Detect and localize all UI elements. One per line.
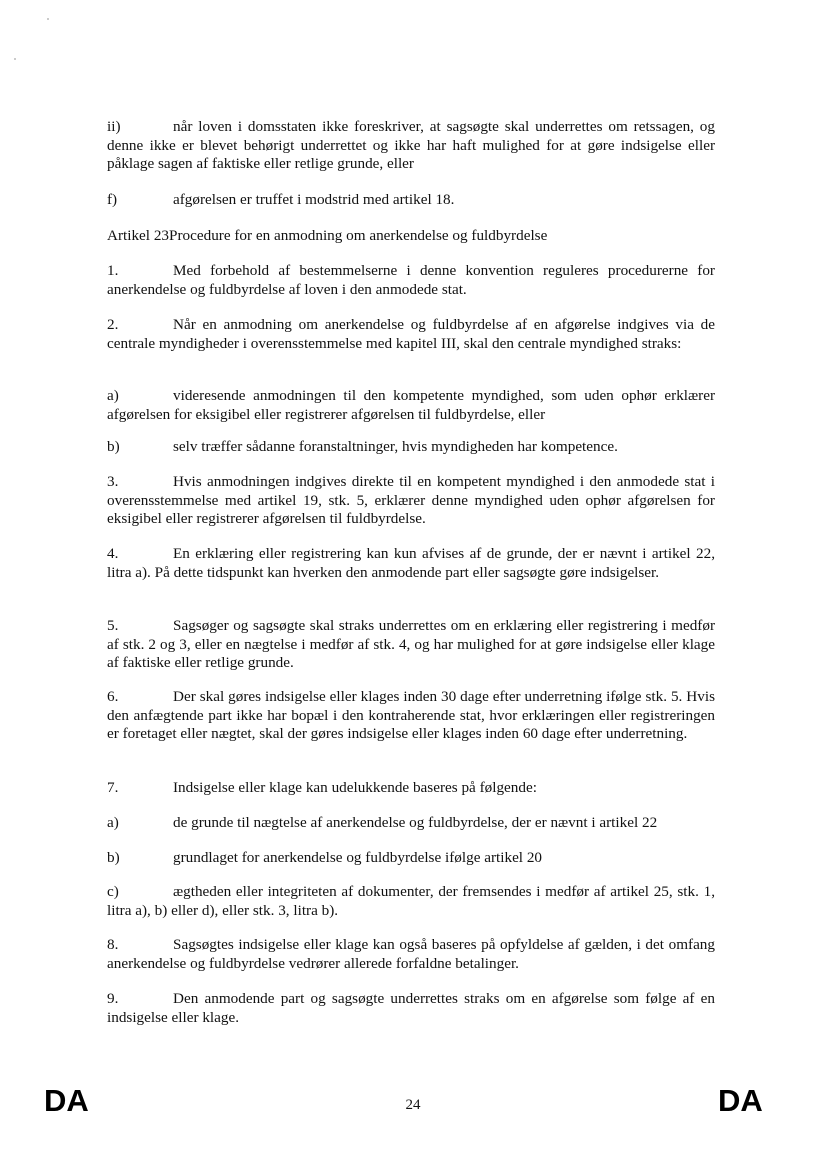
- paragraph-label: b): [107, 849, 120, 866]
- paragraph-text: grundlaget for anerkendelse og fuldbyrdelse ifølge artikel 20: [173, 849, 543, 866]
- paragraph-text: når loven i domsstaten ikke foreskriver, at sagsøgte skal underrettes om retssagen, og denne ikke er blevet behørigt underrettet og ikke har haft mulighed for at gøre indsigelse eller påklage sagen af faktiske eller retlige grunde, eller: [107, 118, 715, 172]
- scan-speck: [47, 18, 49, 20]
- paragraph-label: 6.: [107, 688, 119, 705]
- paragraph-text: Når en anmodning om anerkendelse og fuldbyrdelse af en afgørelse indgives via de centrale myndigheder i overensstemmelse med kapitel III, skal den centrale myndighed straks:: [107, 316, 715, 352]
- scan-speck: [14, 58, 16, 60]
- paragraph-7b: [107, 849, 715, 868]
- paragraph-label: 9.: [107, 990, 119, 1007]
- paragraph-7c: [107, 883, 715, 920]
- paragraph-label: 8.: [107, 936, 119, 953]
- paragraph-text: Hvis anmodningen indgives direkte til en kompetent myndighed i den anmodede stat i overensstemmelse med artikel 19, stk. 5, erklærer denne myndighed uden ophør afgørelsen for eksigibel eller registrerer afgørelsen til fuldbyrdelse.: [107, 473, 715, 527]
- paragraph-label: 2.: [107, 316, 119, 333]
- paragraph-label: 5.: [107, 617, 119, 634]
- paragraph-text: Indsigelse eller klage kan udelukkende baseres på følgende:: [173, 779, 537, 796]
- paragraph-9: [107, 990, 715, 1027]
- paragraph-2a: [107, 387, 715, 424]
- paragraph-7: [107, 779, 715, 798]
- paragraph-8: [107, 936, 715, 973]
- paragraph-2b: [107, 438, 715, 457]
- paragraph-label: 7.: [107, 779, 119, 796]
- paragraph-label: 3.: [107, 473, 119, 490]
- paragraph-text: afgørelsen er truffet i modstrid med artikel 18.: [173, 191, 455, 208]
- paragraph-text: Der skal gøres indsigelse eller klages inden 30 dage efter underretning ifølge stk. 5. Hvis den anfægtende part ikke har bopæl i den kontraherende stat, hvor erklæringen eller registreringen er foretaget eller nægtet, skal der gøres indsigelse eller klages inden 60 dage efter underretning.: [107, 688, 715, 742]
- paragraph-4: [107, 545, 715, 582]
- paragraph-2: [107, 316, 715, 353]
- article-heading: [107, 227, 547, 246]
- language-code-right: DA: [718, 1083, 763, 1118]
- paragraph-ii: [107, 118, 715, 174]
- paragraph-text: Den anmodende part og sagsøgte underrettes straks om en afgørelse som følge af en indsigelse eller klage.: [107, 990, 715, 1026]
- paragraph-label: c): [107, 883, 119, 900]
- paragraph-5: [107, 617, 715, 673]
- paragraph-label: b): [107, 438, 120, 455]
- language-code-left: DA: [44, 1083, 89, 1118]
- paragraph-text: videresende anmodningen til den kompetente myndighed, som uden ophør erklærer afgørelsen for eksigibel eller registrerer afgørelsen til fuldbyrdelse, eller: [107, 387, 715, 423]
- paragraph-3: [107, 473, 715, 529]
- paragraph-1: [107, 262, 715, 299]
- paragraph-6: [107, 688, 715, 744]
- paragraph-label: 1.: [107, 262, 119, 279]
- paragraph-text: ægtheden eller integriteten af dokumenter, der fremsendes i medfør af artikel 25, stk. 1, litra a), b) eller d), eller stk. 3, litra b).: [107, 883, 715, 919]
- article-number: Artikel 23: [107, 227, 170, 244]
- paragraph-text: Sagsøger og sagsøgte skal straks underrettes om en erklæring eller registrering i medfør af stk. 2 og 3, eller en nægtelse i medfør af stk. 4, og har mulighed for at gøre indsigelse eller klage af faktiske eller retlige grunde.: [107, 617, 715, 671]
- paragraph-label: 4.: [107, 545, 119, 562]
- paragraph-text: Sagsøgtes indsigelse eller klage kan også baseres på opfyldelse af gælden, i det omfang anerkendelse og fuldbyrdelse vedrører allerede forfaldne betalinger.: [107, 936, 715, 972]
- paragraph-text: En erklæring eller registrering kan kun afvises af de grunde, der er nævnt i artikel 22, litra a). På dette tidspunkt kan hverken den anmodende part eller sagsøgte gøre indsigelser.: [107, 545, 715, 581]
- paragraph-f: [107, 191, 715, 210]
- article-title: Procedure for en anmodning om anerkendelse og fuldbyrdelse: [169, 227, 548, 244]
- paragraph-label: ii): [107, 118, 121, 135]
- paragraph-text: Med forbehold af bestemmelserne i denne konvention reguleres procedurerne for anerkendelse og fuldbyrdelse af loven i den anmodede stat.: [107, 262, 715, 298]
- page-number: 24: [405, 1097, 421, 1113]
- paragraph-label: a): [107, 814, 119, 831]
- paragraph-label: f): [107, 191, 118, 208]
- paragraph-text: de grunde til nægtelse af anerkendelse og fuldbyrdelse, der er nævnt i artikel 22: [173, 814, 658, 831]
- paragraph-label: a): [107, 387, 119, 404]
- paragraph-7a: [107, 814, 715, 833]
- paragraph-text: selv træffer sådanne foranstaltninger, hvis myndigheden har kompetence.: [173, 438, 618, 455]
